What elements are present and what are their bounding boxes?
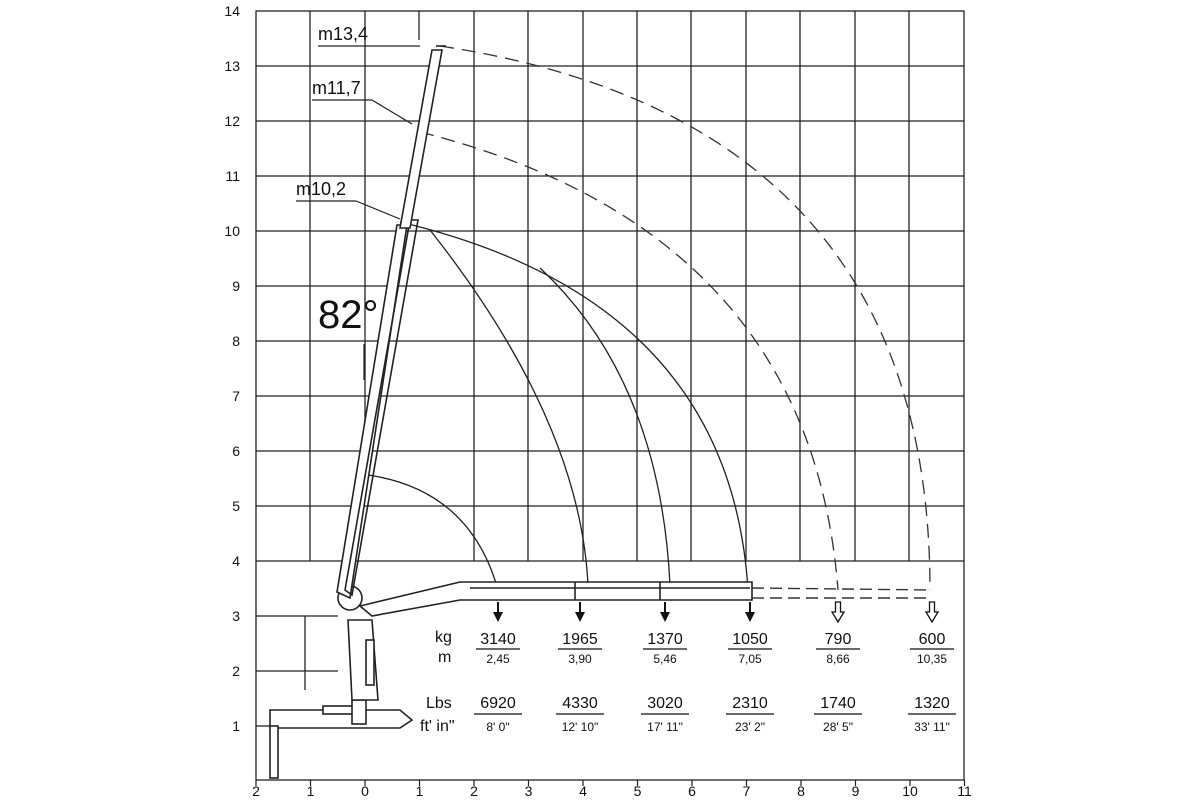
unit-kg: kg	[435, 629, 452, 646]
x-tick-label: 2	[252, 783, 260, 799]
load-radius-ftin: 23' 2"	[735, 720, 765, 734]
load-points	[474, 602, 956, 734]
y-axis-ticks	[224, 3, 240, 734]
horizontal-jib	[360, 582, 752, 616]
load-lbs: 1740	[820, 695, 856, 712]
load-lbs: 2310	[732, 695, 768, 712]
x-tick-label: 9	[851, 783, 860, 799]
load-point	[814, 602, 862, 734]
curve-1370	[540, 268, 670, 585]
load-point	[474, 602, 522, 734]
x-tick-label: 0	[361, 783, 369, 799]
load-arrow-solid-icon	[575, 612, 585, 622]
load-arrow-solid-icon	[493, 612, 503, 622]
load-radius-m: 10,35	[916, 652, 948, 666]
x-tick-label: 6	[688, 783, 696, 799]
load-kg: 1370	[647, 631, 683, 648]
y-tick-label: 7	[232, 388, 240, 404]
load-arrow-open-icon	[832, 602, 844, 622]
load-point	[556, 602, 604, 734]
y-tick-label: 13	[224, 58, 240, 74]
y-tick-label: 4	[232, 553, 240, 569]
load-kg: 1965	[562, 631, 598, 648]
load-radius-ftin: 8' 0"	[486, 720, 510, 734]
unit-lbs: Lbs	[426, 695, 452, 712]
load-lbs: 3020	[647, 695, 683, 712]
boom-angle-label: 82°	[318, 293, 379, 337]
load-lbs: 1320	[914, 695, 950, 712]
x-tick-label: 1	[415, 783, 424, 799]
load-radius-ftin: 12' 10"	[561, 720, 599, 734]
load-kg: 790	[824, 631, 852, 648]
x-tick-label: 7	[742, 783, 751, 799]
load-radius-m: 7,05	[738, 652, 762, 666]
load-point	[641, 602, 689, 734]
load-radius-ftin: 28' 5"	[823, 720, 853, 734]
load-kg: 600	[918, 631, 946, 648]
load-radius-m: 2,45	[486, 652, 510, 666]
load-lbs: 6920	[480, 695, 516, 712]
x-tick-label: 1	[306, 783, 315, 799]
label-m11-7: m11,7	[312, 78, 361, 98]
envelope-13-4	[440, 46, 930, 590]
envelope-11-7	[420, 132, 838, 590]
load-arrow-solid-icon	[745, 612, 755, 622]
load-arrow-solid-icon	[660, 612, 670, 622]
crane-structure	[270, 46, 752, 778]
label-m13-4: m13,4	[318, 24, 369, 44]
y-tick-label: 2	[232, 663, 240, 679]
x-tick-label: 3	[524, 783, 533, 799]
load-arrow-open-icon	[926, 602, 938, 622]
load-radius-m: 3,90	[568, 652, 592, 666]
load-radius-m: 8,66	[826, 652, 850, 666]
load-radius-ftin: 33' 11"	[914, 720, 950, 734]
load-point	[726, 602, 774, 734]
y-tick-label: 6	[232, 443, 240, 459]
envelope-10-2	[400, 222, 748, 590]
load-radius-ftin: 17' 11"	[647, 720, 683, 734]
load-point	[908, 602, 956, 734]
y-tick-label: 3	[232, 608, 240, 624]
y-tick-label: 8	[232, 333, 240, 349]
y-tick-label: 14	[224, 3, 240, 19]
x-tick-label: 10	[902, 783, 918, 799]
main-boom	[337, 225, 407, 598]
x-tick-label: 5	[633, 783, 642, 799]
unit-m: m	[438, 649, 452, 666]
x-tick-label: 2	[470, 783, 478, 799]
load-lbs: 4330	[562, 695, 598, 712]
x-axis-ticks	[252, 780, 972, 799]
y-tick-label: 1	[232, 718, 240, 734]
curve-3140	[368, 475, 498, 590]
unit-ftin: ft' in"	[420, 718, 455, 735]
y-tick-label: 9	[232, 278, 240, 294]
telescopic-boom	[400, 50, 442, 228]
load-kg: 3140	[480, 631, 516, 648]
y-tick-label: 12	[224, 113, 240, 129]
y-tick-label: 11	[225, 168, 240, 184]
y-tick-label: 10	[224, 223, 240, 239]
stabilizer-leg	[270, 726, 278, 778]
y-tick-label: 5	[232, 498, 240, 514]
x-tick-label: 8	[797, 783, 805, 799]
load-radius-m: 5,46	[653, 652, 677, 666]
x-tick-label: 11	[957, 783, 972, 799]
x-tick-label: 4	[579, 783, 587, 799]
curve-1050	[430, 230, 588, 585]
load-kg: 1050	[732, 631, 768, 648]
jib-extension	[752, 588, 932, 598]
label-m10-2: m10,2	[296, 179, 347, 199]
reach-envelopes	[420, 46, 930, 590]
